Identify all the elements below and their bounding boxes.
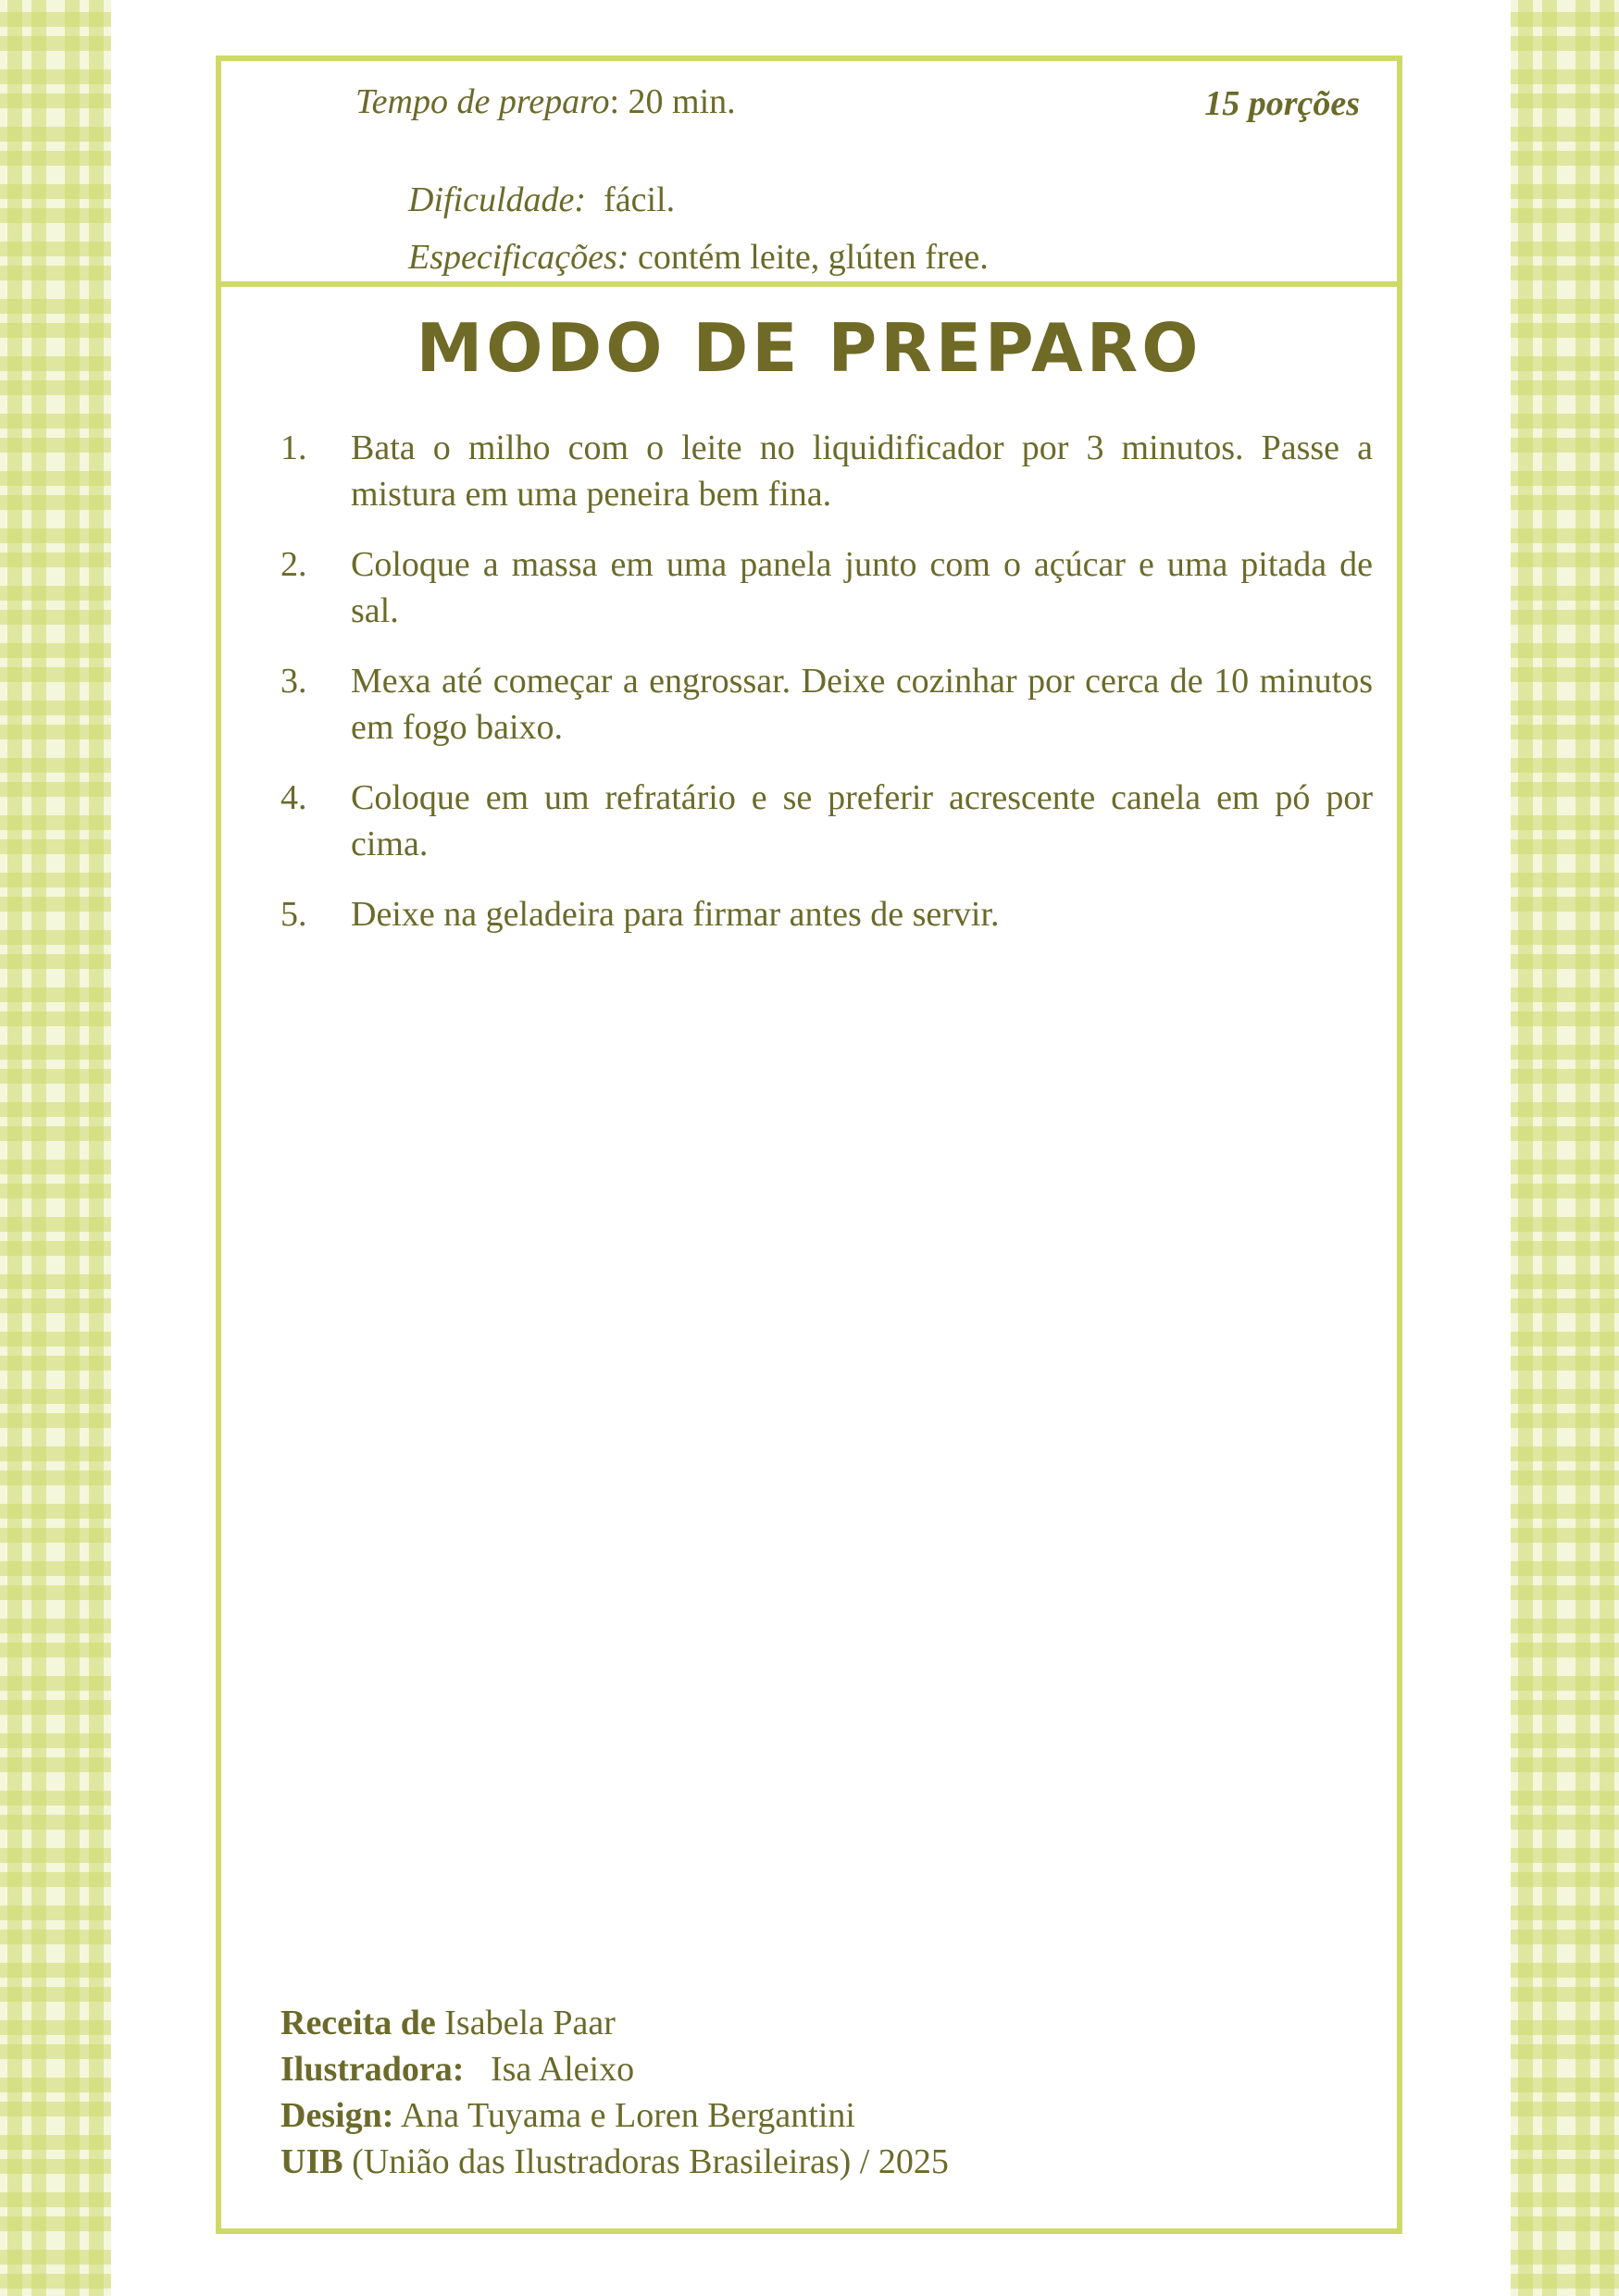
credit-org-label: UIB	[280, 2142, 343, 2181]
credit-org-value: (União das Ilustradoras Brasileiras) / 2025	[342, 2142, 949, 2181]
step-text: Deixe na geladeira para firmar antes de servir.	[351, 895, 1000, 934]
step-text: Bata o milho com o leite no liquidificador por 3 minutos. Passe a mistura em uma peneira bem fina.	[351, 428, 1373, 514]
prep-time-label: Tempo de preparo	[355, 82, 610, 121]
list-item	[280, 425, 1373, 517]
credit-recipe-value: Isabela Paar	[435, 2004, 616, 2042]
step-number: 1.	[280, 428, 307, 467]
step-number: 2.	[280, 545, 307, 584]
step-number: 3.	[280, 662, 307, 701]
credit-org	[280, 2139, 949, 2185]
specs-value: contém leite, glúten free.	[629, 238, 989, 277]
credit-design-label: Design:	[280, 2096, 394, 2135]
steps-list	[280, 425, 1373, 962]
credit-recipe-label: Receita de	[280, 2004, 436, 2042]
credit-illustrator-value: Isa Aleixo	[464, 2050, 635, 2089]
credits	[280, 2000, 949, 2185]
step-text: Coloque em um refratário e se preferir acrescente canela em pó por cima.	[351, 778, 1373, 863]
servings-badge: 15 porções	[1204, 84, 1360, 123]
credit-illustrator	[280, 2046, 949, 2092]
step-number: 5.	[280, 895, 307, 934]
step-text: Coloque a massa em uma panela junto com o açúcar e uma pitada de sal.	[351, 545, 1373, 630]
recipe-header	[221, 61, 1397, 287]
difficulty-label: Dificuldade:	[408, 180, 587, 219]
list-item	[280, 775, 1373, 867]
recipe-card	[216, 56, 1402, 2234]
list-item	[280, 658, 1373, 751]
plaid-border-right	[1511, 0, 1619, 2296]
plaid-border-left	[0, 0, 111, 2296]
specifications	[355, 196, 989, 318]
section-title: MODO DE PREPARO	[416, 309, 1202, 387]
credit-design-value: Ana Tuyama e Loren Bergantini	[393, 2096, 855, 2135]
list-item	[280, 541, 1373, 634]
credit-design	[280, 2092, 949, 2139]
difficulty-value: fácil.	[586, 180, 676, 219]
step-text: Mexa até começar a engrossar. Deixe cozinhar por cerca de 10 minutos em fogo baixo.	[351, 662, 1373, 747]
specs-label: Especificações:	[408, 238, 629, 277]
prep-time	[355, 81, 736, 122]
step-number: 4.	[280, 778, 307, 817]
credit-recipe	[280, 2000, 949, 2046]
credit-illustrator-label: Ilustradora:	[280, 2050, 465, 2089]
list-item	[280, 891, 1373, 937]
prep-time-value: : 20 min.	[609, 82, 736, 121]
